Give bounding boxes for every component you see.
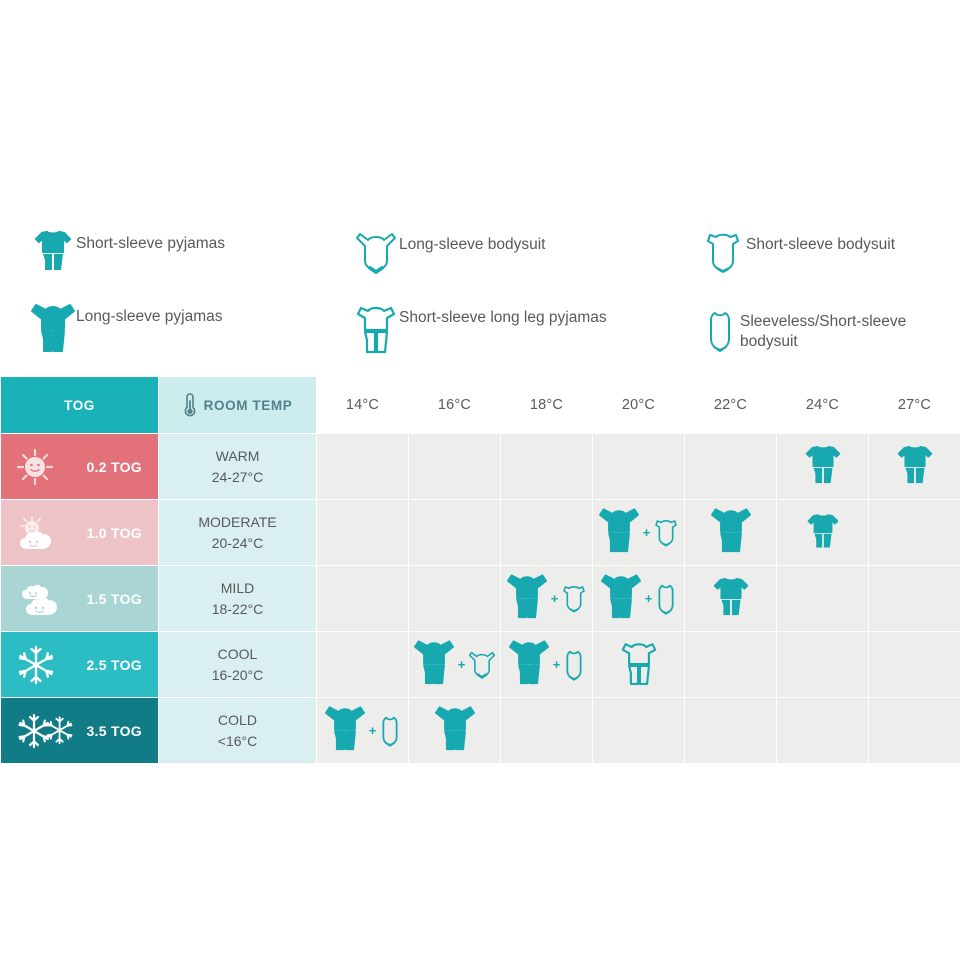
- sleeveless-short-sleeve-bodysuit-icon: [656, 582, 676, 616]
- cell-1-0-18: [501, 500, 593, 566]
- condition-label: MODERATE: [198, 514, 277, 531]
- legend-item-short-sleeve-long-leg-pyjamas: [345, 304, 700, 358]
- header-temp-14: 14°C: [317, 377, 409, 434]
- table-row: [1, 632, 960, 698]
- long-sleeve-pyjamas-icon: [325, 705, 365, 757]
- legend-item-label: Short-sleeve bodysuit: [746, 236, 896, 253]
- short-sleeve-long-leg-pyjamas-icon: [353, 304, 399, 358]
- condition-range: 24-27°C: [211, 468, 264, 485]
- legend-item-label: Long-sleeve pyjamas: [76, 308, 223, 325]
- room-temp-cell-moderate: [159, 500, 317, 566]
- sleeveless-short-sleeve-bodysuit-icon: [700, 308, 740, 354]
- plus-sign: +: [457, 657, 466, 672]
- cell-2-5-27: [869, 632, 960, 698]
- short-sleeve-pyjamas-icon: [30, 230, 76, 276]
- table-row: [1, 434, 960, 500]
- header-temp-18: 18°C: [501, 377, 593, 434]
- long-sleeve-pyjamas-icon: [507, 573, 547, 625]
- legend-item-sleeveless-bodysuit: [700, 308, 960, 354]
- long-sleeve-pyjamas-icon: [414, 639, 454, 691]
- sleeveless-short-sleeve-bodysuit-icon: [564, 648, 584, 682]
- cell-3-5-22: [685, 698, 777, 764]
- cell-1-0-14: [317, 500, 409, 566]
- tog-label: 3.5 TOG: [86, 722, 142, 739]
- condition-range: <16°C: [217, 732, 258, 749]
- tog-cell-0-2: [1, 434, 159, 500]
- legend-item-label: Short-sleeve pyjamas: [76, 235, 226, 252]
- tog-label: 1.5 TOG: [86, 590, 142, 607]
- long-sleeve-pyjamas-icon: [711, 507, 751, 559]
- cell-3-5-18: [501, 698, 593, 764]
- legend-item-short-sleeve-pyjamas: [0, 230, 345, 276]
- condition-range: 18-22°C: [211, 600, 264, 617]
- sun-icon: [15, 447, 55, 487]
- condition-label: WARM: [215, 448, 260, 465]
- cell-0-2-18: [501, 434, 593, 500]
- cell-2-5-20: [593, 632, 685, 698]
- cell-0-2-24: [777, 434, 869, 500]
- legend-item-label: Short-sleeve long leg pyjamas: [399, 309, 607, 326]
- tog-cell-2-5: [1, 632, 159, 698]
- header-temp-22: 22°C: [685, 377, 777, 434]
- legend-row: [0, 291, 960, 371]
- long-sleeve-pyjamas-icon: [30, 303, 76, 359]
- short-sleeve-bodysuit-icon: [700, 231, 746, 275]
- long-sleeve-bodysuit-icon: [353, 231, 399, 275]
- cell-3-5-27: [869, 698, 960, 764]
- condition-range: 20-24°C: [211, 534, 264, 551]
- long-sleeve-bodysuit-icon: [469, 649, 495, 681]
- cell-3-5-16: [409, 698, 501, 764]
- cell-1-5-16: [409, 566, 501, 632]
- cell-1-5-22: [685, 566, 777, 632]
- header-temp-16: 16°C: [409, 377, 501, 434]
- room-temp-cell-warm: [159, 434, 317, 500]
- legend-item-long-sleeve-pyjamas: [0, 303, 345, 359]
- cell-1-0-16: [409, 500, 501, 566]
- legend-item-short-sleeve-bodysuit: [700, 231, 960, 275]
- long-sleeve-pyjamas-icon: [601, 573, 641, 625]
- room-temp-cell-cool: [159, 632, 317, 698]
- header-temp-20: 20°C: [593, 377, 685, 434]
- plus-sign: +: [552, 657, 561, 672]
- sleeveless-short-sleeve-bodysuit-icon: [380, 714, 400, 748]
- thermometer-icon: [183, 392, 197, 418]
- sun-cloud-icon: [15, 513, 61, 553]
- cell-0-2-27: [869, 434, 960, 500]
- room-temp-cell-mild: [159, 566, 317, 632]
- cell-2-5-14: [317, 632, 409, 698]
- cell-3-5-20: [593, 698, 685, 764]
- cell-1-5-27: [869, 566, 960, 632]
- header-temp-27: 27°C: [869, 377, 960, 434]
- tog-cell-1-5: [1, 566, 159, 632]
- table-row: [1, 698, 960, 764]
- double-snowflake-icon: [15, 710, 83, 752]
- table-header-row: [1, 377, 960, 434]
- short-sleeve-pyjamas-icon: [806, 513, 840, 553]
- short-sleeve-bodysuit-icon: [654, 517, 678, 549]
- tog-chart-table: [0, 376, 960, 764]
- legend-item-label: Long-sleeve bodysuit: [399, 236, 546, 253]
- cell-1-5-18: [501, 566, 593, 632]
- room-temp-cell-cold: [159, 698, 317, 764]
- header-tog: TOG: [1, 377, 159, 434]
- condition-range: 16-20°C: [211, 666, 264, 683]
- cell-1-0-24: [777, 500, 869, 566]
- cell-0-2-14: [317, 434, 409, 500]
- short-sleeve-pyjamas-icon: [896, 445, 934, 489]
- cloud-icon: [15, 579, 63, 619]
- long-sleeve-pyjamas-icon: [435, 705, 475, 757]
- legend: [0, 215, 960, 375]
- long-sleeve-pyjamas-icon: [599, 507, 639, 559]
- cell-1-0-20: [593, 500, 685, 566]
- header-room-temp: [159, 377, 317, 434]
- short-sleeve-bodysuit-icon: [562, 583, 586, 615]
- cell-1-5-14: [317, 566, 409, 632]
- cell-1-0-27: [869, 500, 960, 566]
- table-row: [1, 500, 960, 566]
- cell-0-2-22: [685, 434, 777, 500]
- condition-label: COLD: [218, 712, 257, 729]
- plus-sign: +: [642, 525, 651, 540]
- short-sleeve-pyjamas-icon: [804, 445, 842, 489]
- cell-2-5-16: [409, 632, 501, 698]
- cell-0-2-16: [409, 434, 501, 500]
- header-room-temp-label: ROOM TEMP: [203, 397, 293, 413]
- header-temp-24: 24°C: [777, 377, 869, 434]
- cell-2-5-18: [501, 632, 593, 698]
- tog-cell-3-5: [1, 698, 159, 764]
- plus-sign: +: [368, 723, 377, 738]
- cell-0-2-20: [593, 434, 685, 500]
- legend-item-label: Sleeveless/Short-sleeve bodysuit: [740, 313, 907, 350]
- tog-label: 2.5 TOG: [86, 656, 142, 673]
- cell-1-5-20: [593, 566, 685, 632]
- plus-sign: +: [644, 591, 653, 606]
- short-sleeve-long-leg-pyjamas-icon: [621, 640, 657, 690]
- condition-label: COOL: [217, 646, 258, 663]
- condition-label: MILD: [220, 580, 255, 597]
- cell-1-5-24: [777, 566, 869, 632]
- long-sleeve-pyjamas-icon: [509, 639, 549, 691]
- cell-1-0-22: [685, 500, 777, 566]
- tog-cell-1-0: [1, 500, 159, 566]
- table-row: [1, 566, 960, 632]
- cell-2-5-24: [777, 632, 869, 698]
- cell-3-5-14: [317, 698, 409, 764]
- snowflake-icon: [15, 644, 57, 686]
- cell-2-5-22: [685, 632, 777, 698]
- cell-3-5-24: [777, 698, 869, 764]
- plus-sign: +: [550, 591, 559, 606]
- legend-item-long-sleeve-bodysuit: [345, 231, 700, 275]
- short-sleeve-pyjamas-icon: [712, 577, 750, 621]
- tog-label: 0.2 TOG: [86, 458, 142, 475]
- tog-label: 1.0 TOG: [86, 524, 142, 541]
- legend-row: [0, 215, 960, 291]
